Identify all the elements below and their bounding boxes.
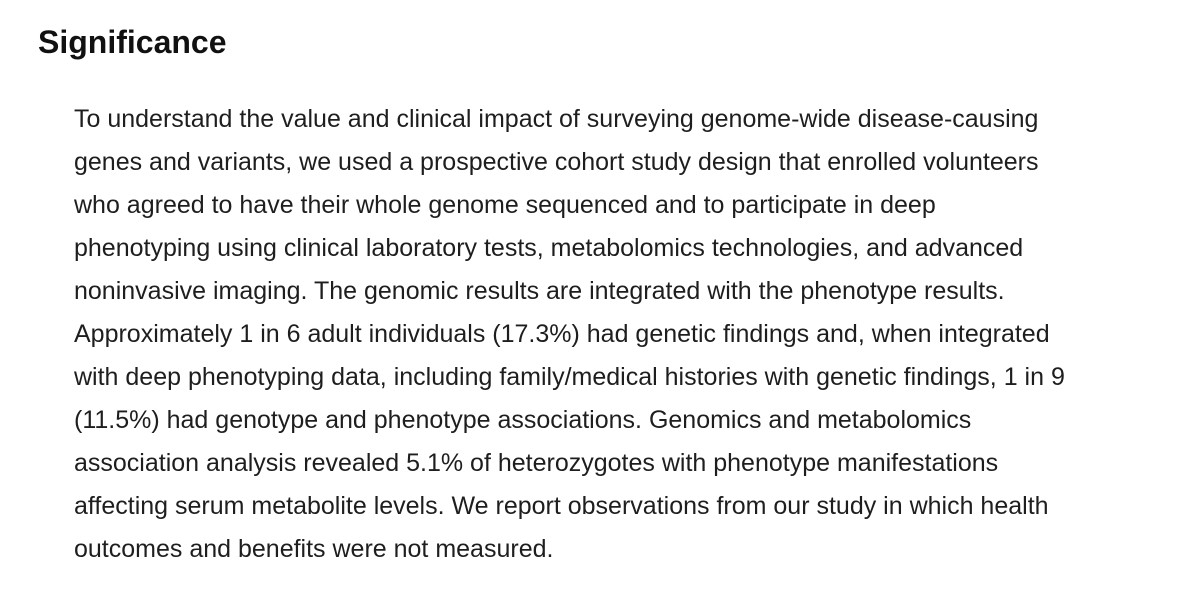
paragraph-line: Approximately 1 in 6 adult individuals (17.3%) had genetic findings and, when integrated [74, 320, 1050, 348]
paragraph-line: phenotyping using clinical laboratory tests, metabolomics technologies, and advanced [74, 234, 1024, 262]
paragraph-line: (11.5%) had genotype and phenotype associations. Genomics and metabolomics [74, 406, 972, 434]
paragraph-line: association analysis revealed 5.1% of heterozygotes with phenotype manifestations [74, 449, 999, 477]
paragraph-line: affecting serum metabolite levels. We report observations from our study in which health [74, 492, 1049, 520]
paragraph-line: with deep phenotyping data, including family/medical histories with genetic findings, 1 in 9 [74, 363, 1065, 391]
paragraph-line: To understand the value and clinical impact of surveying genome-wide disease-causing [74, 105, 1039, 133]
significance-paragraph [74, 98, 1184, 571]
section-heading: Significance [38, 24, 227, 60]
paragraph-line: genes and variants, we used a prospective cohort study design that enrolled volunteers [74, 148, 1039, 176]
paragraph-line: outcomes and benefits were not measured. [74, 535, 554, 563]
paragraph-line: noninvasive imaging. The genomic results are integrated with the phenotype results. [74, 277, 1005, 305]
paragraph-line: who agreed to have their whole genome sequenced and to participate in deep [74, 191, 936, 219]
